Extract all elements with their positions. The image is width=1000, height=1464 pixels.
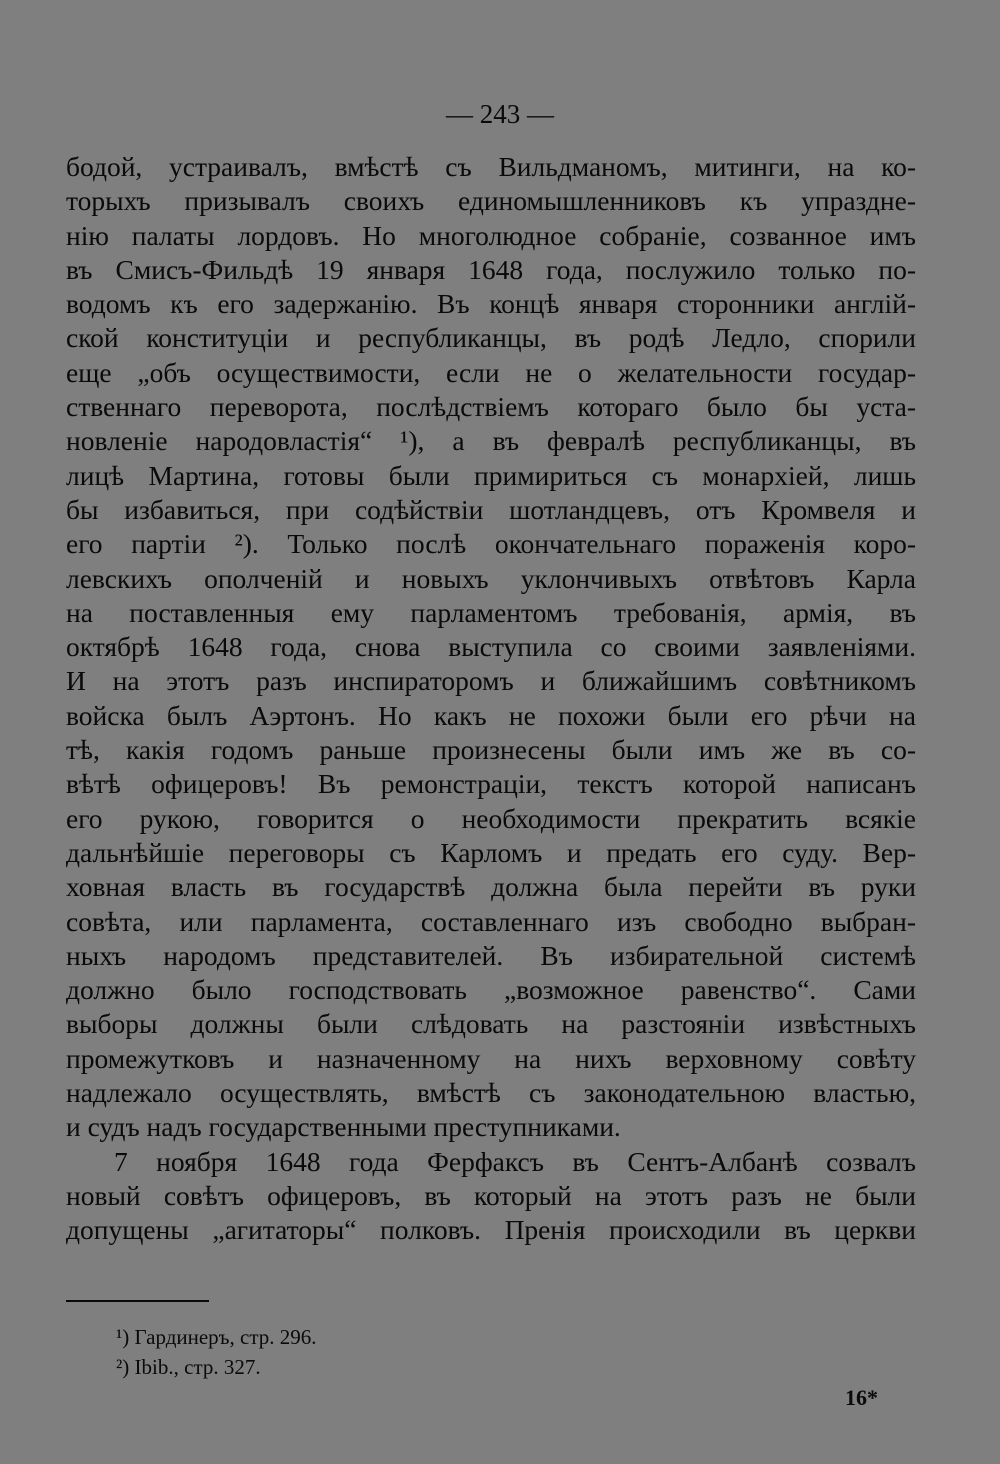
text-line: ственнаго переворота, послѣдствіемъ котораго было бы уста-: [66, 391, 916, 423]
paragraph-end-line: и судъ надъ государственными преступниками.: [66, 1111, 621, 1143]
text-line: новый совѣтъ офицеровъ, въ который на этотъ разъ не были: [66, 1179, 916, 1211]
text-line: ныхъ народомъ представителей. Въ избирательной системѣ: [66, 939, 916, 971]
page-number: — 243 —: [446, 99, 554, 129]
text-line: дальнѣйшіе переговоры съ Карломъ и предать его суду. Вер-: [66, 836, 916, 868]
text-line: ской конституціи и республиканцы, въ родѣ Ледло, спорили: [66, 322, 916, 354]
text-line: бы избавиться, при содѣйствіи шотландцевъ, отъ Кромвеля и: [66, 493, 916, 525]
text-line: еще „объ осуществимости, если не о желательности государ-: [66, 356, 916, 388]
printer-signature-mark: 16*: [845, 1385, 878, 1410]
text-line: должно было господствовать „возможное равенство“. Сами: [66, 974, 916, 1006]
text-line: выборы должны были слѣдовать на разстояніи извѣстныхъ: [66, 1008, 916, 1040]
text-line: на поставленныя ему парламентомъ требованія, армія, въ: [66, 596, 916, 628]
text-line: И на этотъ разъ инспираторомъ и ближайшимъ совѣтникомъ: [66, 665, 916, 697]
footnote-2: ²) Ibib., стр. 327.: [116, 1355, 261, 1379]
body-text: [66, 150, 916, 1248]
text-line: совѣта, или парламента, составленнаго изъ свободно выбран-: [66, 905, 916, 937]
text-line: водомъ къ его задержанію. Въ концѣ января сторонники англій-: [66, 288, 916, 320]
text-line: тѣ, какія годомъ раньше произнесены были имъ же въ со-: [66, 734, 916, 766]
footnote-1: ¹) Гардинеръ, стр. 296.: [116, 1325, 317, 1349]
text-line: лицѣ Мартина, готовы были примириться съ монархіей, лишь: [66, 459, 916, 491]
text-line: левскихъ ополченій и новыхъ уклончивыхъ отвѣтовъ Карла: [66, 562, 916, 594]
text-line: октябрѣ 1648 года, снова выступила со своими заявленіями.: [66, 631, 916, 663]
text-line: въ Смисъ-Фильдѣ 19 января 1648 года, послужило только по-: [66, 253, 916, 285]
footnote-separator: [66, 1300, 209, 1302]
text-line: промежутковъ и назначенному на нихъ верховному совѣту: [66, 1042, 916, 1074]
text-line: новленіе народовластія“ ¹), а въ февралѣ республиканцы, въ: [66, 425, 916, 457]
text-line: нію палаты лордовъ. Но многолюдное собраніе, созванное имъ: [66, 219, 916, 251]
text-line: бодой, устраивалъ, вмѣстѣ съ Вильдманомъ, митинги, на ко-: [66, 151, 916, 182]
text-line: вѣтѣ офицеровъ! Въ ремонстраціи, текстъ которой написанъ: [66, 768, 916, 800]
text-line: допущены „агитаторы“ полковъ. Пренія происходили въ церкви: [66, 1214, 916, 1246]
text-line: его партіи ²). Только послѣ окончательнаго пораженія коро-: [66, 528, 916, 560]
paragraph-start-line: 7 ноября 1648 года Ферфаксъ въ Сентъ-Албанѣ созвалъ: [114, 1145, 916, 1177]
text-line: войска былъ Аэртонъ. Но какъ не похожи были его рѣчи на: [66, 699, 916, 731]
text-line: ховная власть въ государствѣ должна была перейти въ руки: [66, 871, 916, 903]
text-line: торыхъ призывалъ своихъ единомышленниковъ къ упраздне-: [66, 185, 916, 217]
text-line: его рукою, говорится о необходимости прекратить всякіе: [66, 802, 916, 834]
text-line: надлежало осуществлять, вмѣстѣ съ законодательною властью,: [66, 1077, 916, 1109]
footnotes: [116, 1322, 816, 1382]
